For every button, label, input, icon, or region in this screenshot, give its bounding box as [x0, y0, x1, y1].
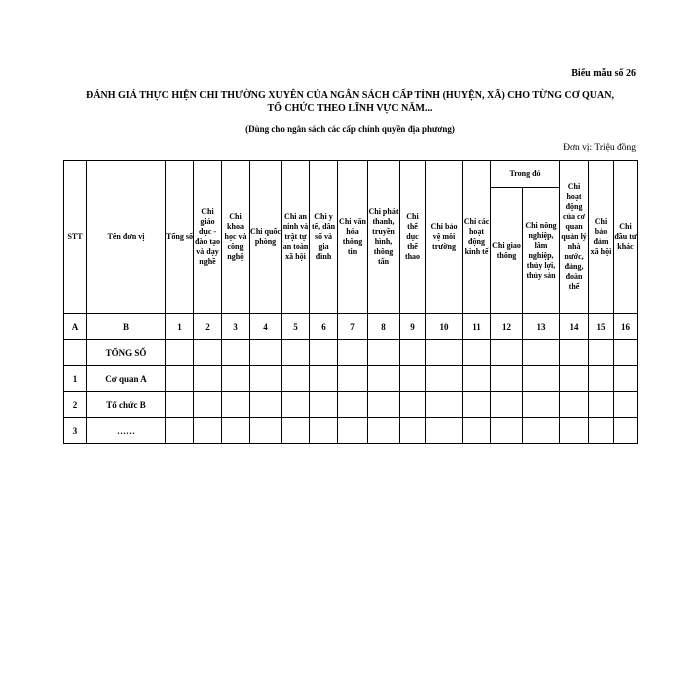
table-cell — [166, 340, 194, 366]
title-line-1: ĐÁNH GIÁ THỰC HIỆN CHI THƯỜNG XUYÊN CỦA NGÂN SÁCH CẤP TỈNH (HUYỆN, XÃ) CHO TỪNG CƠ QUAN, — [86, 90, 614, 101]
table-cell — [310, 366, 338, 392]
header-education: Chi giáo dục - đào tạo và dạy nghề — [194, 161, 222, 314]
table-cell — [222, 366, 250, 392]
header-environment: Chi bảo vệ môi trường — [426, 161, 463, 314]
table-cell — [368, 392, 400, 418]
table-cell — [560, 366, 589, 392]
row-stt — [64, 340, 87, 366]
table-cell — [560, 418, 589, 444]
column-number: 8 — [368, 314, 400, 340]
column-number: 11 — [463, 314, 491, 340]
table-cell — [368, 340, 400, 366]
table-cell — [426, 340, 463, 366]
title-line-2: TỔ CHỨC THEO LĨNH VỰC NĂM... — [267, 103, 433, 114]
table-cell — [400, 340, 426, 366]
table-cell — [338, 418, 368, 444]
table-cell — [491, 392, 523, 418]
table-cell — [491, 418, 523, 444]
table-cell — [310, 392, 338, 418]
table-cell — [400, 418, 426, 444]
table-row-total — [64, 340, 638, 366]
table-cell — [368, 366, 400, 392]
table-cell — [400, 392, 426, 418]
table-cell — [463, 418, 491, 444]
table-cell — [250, 392, 282, 418]
table-cell — [523, 340, 560, 366]
header-total: Tổng số — [166, 161, 194, 314]
row-name: Tổ chức B — [87, 392, 166, 418]
table-cell — [282, 366, 310, 392]
table-cell — [400, 366, 426, 392]
document-subtitle: (Dùng cho ngân sách các cấp chính quyền địa phương) — [245, 124, 455, 134]
table-cell — [491, 340, 523, 366]
table-cell — [426, 392, 463, 418]
header-sports: Chi thể dục thể thao — [400, 161, 426, 314]
table-cell — [523, 418, 560, 444]
table-cell — [491, 366, 523, 392]
header-of-which: Trong đó — [491, 161, 560, 188]
table-cell — [463, 340, 491, 366]
row-name: …… — [87, 418, 166, 444]
column-number: 10 — [426, 314, 463, 340]
table-cell — [463, 366, 491, 392]
column-number: 4 — [250, 314, 282, 340]
table-cell — [250, 418, 282, 444]
column-number: B — [87, 314, 166, 340]
column-number: 12 — [491, 314, 523, 340]
table-cell — [614, 418, 638, 444]
unit-label: Đơn vị: Triệu đồng — [563, 143, 636, 153]
table-cell — [166, 418, 194, 444]
form-number: Biểu mẫu số 26 — [571, 68, 636, 79]
header-other: Chi đầu tư khác — [614, 161, 638, 314]
header-security: Chi an ninh và trật tự an toàn xã hội — [282, 161, 310, 314]
table-cell — [338, 392, 368, 418]
table-cell — [426, 366, 463, 392]
column-number: 1 — [166, 314, 194, 340]
header-agriculture: Chi nông nghiệp, lâm nghiệp, thủy lợi, thủy sản — [523, 188, 560, 314]
table-cell — [426, 418, 463, 444]
table-cell — [368, 418, 400, 444]
table-row — [64, 366, 638, 392]
header-health: Chi y tế, dân số và gia đình — [310, 161, 338, 314]
table-row — [64, 392, 638, 418]
table-cell — [523, 392, 560, 418]
table-cell — [614, 340, 638, 366]
header-name: Tên đơn vị — [87, 161, 166, 314]
table-cell — [338, 340, 368, 366]
row-name: Cơ quan A — [87, 366, 166, 392]
table-cell — [250, 366, 282, 392]
header-culture: Chi văn hóa thông tin — [338, 161, 368, 314]
table-cell — [310, 418, 338, 444]
row-name: TỔNG SỐ — [87, 340, 166, 366]
table-cell — [589, 418, 614, 444]
table-cell — [194, 340, 222, 366]
header-social: Chi bảo đảm xã hội — [589, 161, 614, 314]
column-number: A — [64, 314, 87, 340]
header-economic: Chi các hoạt động kinh tế — [463, 161, 491, 314]
table-cell — [194, 366, 222, 392]
table-cell — [166, 392, 194, 418]
table-cell — [614, 366, 638, 392]
column-number: 6 — [310, 314, 338, 340]
table-cell — [560, 340, 589, 366]
column-number: 15 — [589, 314, 614, 340]
table-cell — [560, 392, 589, 418]
table-cell — [222, 340, 250, 366]
table-cell — [166, 366, 194, 392]
table-cell — [589, 366, 614, 392]
header-stt: STT — [64, 161, 87, 314]
header-transport: Chi giao thông — [491, 188, 523, 314]
table-cell — [338, 366, 368, 392]
column-number-row — [64, 314, 638, 340]
table-cell — [194, 392, 222, 418]
table-cell — [282, 340, 310, 366]
column-number: 2 — [194, 314, 222, 340]
header-science: Chi khoa học và công nghệ — [222, 161, 250, 314]
row-stt: 1 — [64, 366, 87, 392]
table-row — [64, 418, 638, 444]
table-cell — [282, 392, 310, 418]
column-number: 9 — [400, 314, 426, 340]
table-cell — [523, 366, 560, 392]
table-cell — [310, 340, 338, 366]
column-number: 7 — [338, 314, 368, 340]
table-cell — [250, 340, 282, 366]
column-number: 16 — [614, 314, 638, 340]
table-cell — [589, 392, 614, 418]
table-cell — [222, 418, 250, 444]
header-defense: Chi quốc phòng — [250, 161, 282, 314]
row-stt: 2 — [64, 392, 87, 418]
column-number: 13 — [523, 314, 560, 340]
header-broadcast: Chi phát thanh, truyền hình, thông tấn — [368, 161, 400, 314]
column-number: 3 — [222, 314, 250, 340]
column-number: 5 — [282, 314, 310, 340]
table-cell — [282, 418, 310, 444]
document-title — [60, 89, 640, 115]
column-number: 14 — [560, 314, 589, 340]
budget-table — [63, 160, 638, 444]
table-cell — [463, 392, 491, 418]
table-cell — [222, 392, 250, 418]
row-stt: 3 — [64, 418, 87, 444]
header-administration: Chi hoạt động của cơ quan quản lý nhà nước, đảng, đoàn thể — [560, 161, 589, 314]
table-cell — [194, 418, 222, 444]
table-cell — [589, 340, 614, 366]
table-cell — [614, 392, 638, 418]
